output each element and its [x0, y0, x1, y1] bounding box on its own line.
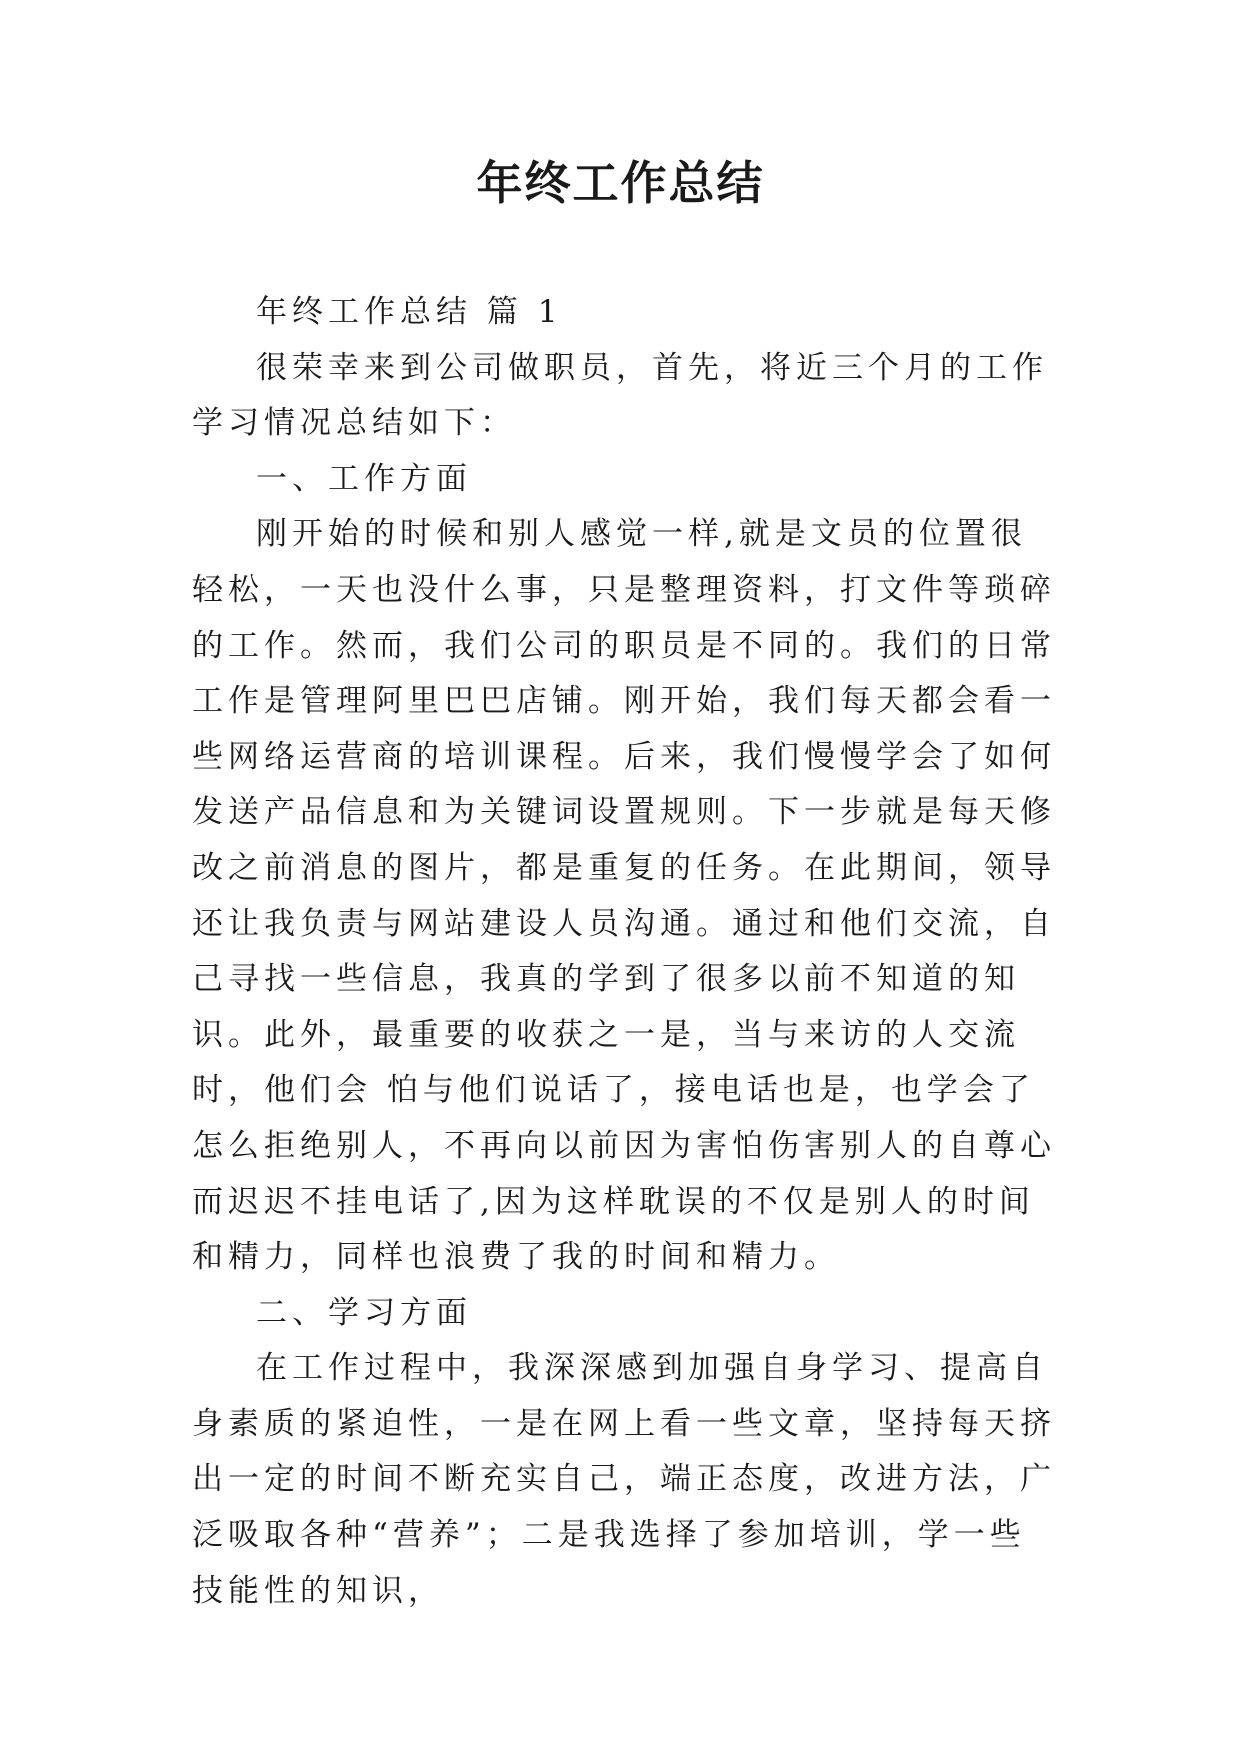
section-heading-part-1: 年终工作总结 篇 1: [256, 294, 563, 330]
section-heading-study: 二、学习方面: [256, 1294, 472, 1331]
intro-paragraph: 很荣幸来到公司做职员，首先，将近三个月的工作学习情况总结如下：: [192, 349, 1048, 442]
document-title: 年终工作总结: [476, 156, 765, 210]
document-body: [192, 285, 1060, 1619]
work-paragraph: 刚开始的时候和别人感觉一样,就是文员的位置很轻松，一天也没什么事，只是整理资料，打文件等琐碎的工作。然而，我们公司的职员是不同的。我们的日常工作是管理阿里巴巴店铺。刚开始，我们每天都会看一些网络运营商的培训课程。后来，我们慢慢学会了如何发送产品信息和为关键词设置规则。下一步就是每天修改之前消息的图片，都是重复的任务。在此期间，领导还让我负责与网站建设人员沟通。通过和他们交流，自己寻找一些信息，我真的学到了很多以前不知道的知识。此外，最重要的收获之一是，当与来访的人交流时，他们会 怕与他们说话了，接电话也是，也学会了怎么拒绝别人，不再向以前因为害怕伤害别人的自尊心而迟迟不挂电话了,因为这样耽误的不仅是别人的时间和精力，同样也浪费了我的时间和精力。: [192, 516, 1056, 1276]
study-paragraph: 在工作过程中，我深深感到加强自身学习、提高自身素质的紧迫性，一是在网上看一些文章，坚持每天挤出一定的时间不断充实自己，端正态度，改进方法，广泛吸取各种“营养”；二是我选择了参加培训，学一些技能性的知识，: [192, 1350, 1056, 1609]
section-heading-work: 一、工作方面: [256, 460, 472, 497]
